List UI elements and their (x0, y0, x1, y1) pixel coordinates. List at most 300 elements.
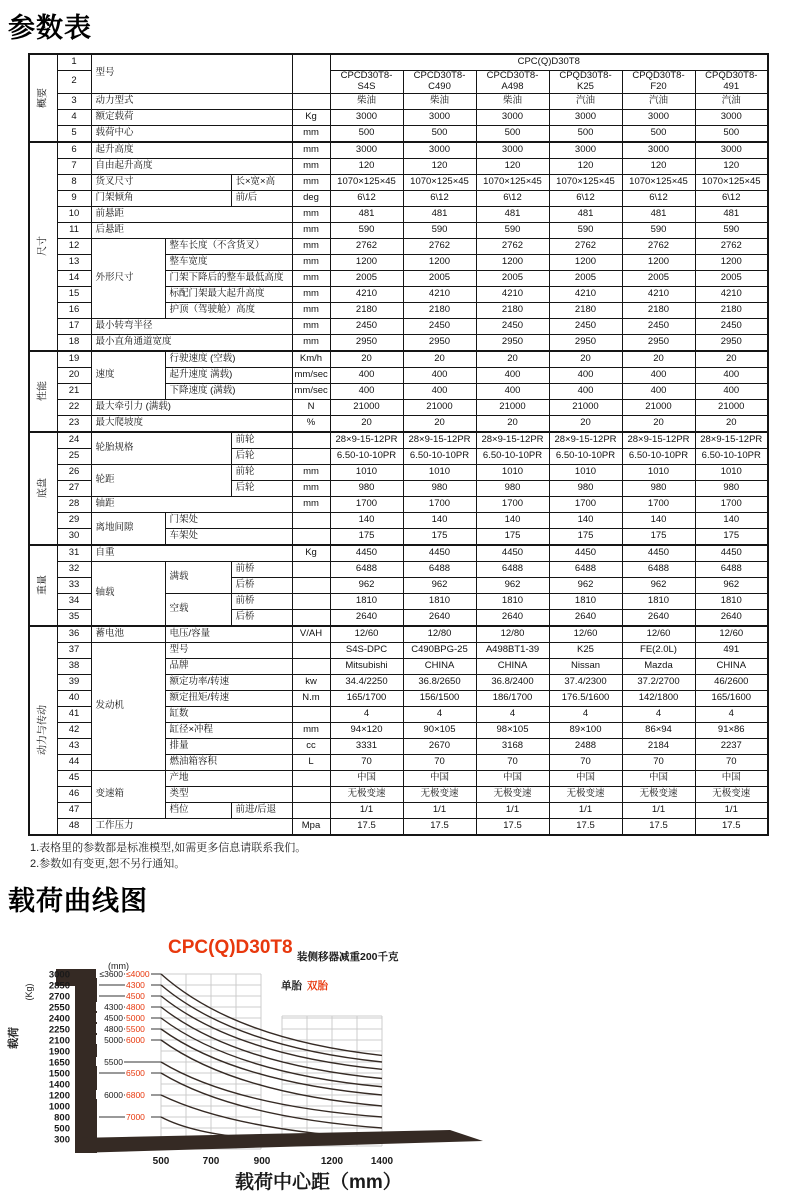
spec-label: 排量 (165, 738, 292, 754)
spec-value: 4 (476, 706, 549, 722)
spec-value: 1070×125×45 (476, 174, 549, 190)
spec-value: 70 (330, 754, 403, 770)
spec-value: 2450 (330, 318, 403, 334)
y-tick-label: 1500 (48, 1068, 70, 1080)
spec-value: 6.50-10-10PR (330, 448, 403, 464)
spec-value: 4210 (330, 286, 403, 302)
spec-value: 4 (695, 706, 768, 722)
spec-value: 28×9-15-12PR (476, 432, 549, 449)
spec-value: 4450 (403, 545, 476, 562)
chart-model-label: CPC(Q)D30T8 (168, 936, 293, 958)
spec-label: 型号 (91, 54, 292, 93)
spec-value: 590 (549, 222, 622, 238)
spec-value: 4 (330, 706, 403, 722)
spec-value: 3000 (403, 142, 476, 159)
spec-value: 481 (622, 206, 695, 222)
unit-cell: L (292, 754, 330, 770)
spec-value: 2640 (695, 609, 768, 626)
footnotes (30, 840, 800, 873)
spec-value: 1810 (549, 593, 622, 609)
unit-cell: mm (292, 174, 330, 190)
curve-label-dual: ≤4000 (126, 968, 150, 979)
spec-value: 柴油 (476, 93, 549, 109)
curve-label-dual: 4500 (126, 990, 145, 1001)
spec-value: 140 (476, 512, 549, 528)
spec-value: 481 (695, 206, 768, 222)
spec-value: 20 (476, 351, 549, 368)
spec-label: 行驶速度 (空载) (165, 351, 292, 368)
spec-value: 2180 (622, 302, 695, 318)
spec-value: 21000 (622, 399, 695, 415)
spec-value: 500 (695, 125, 768, 142)
section-label (29, 432, 57, 545)
row-number: 36 (57, 626, 91, 643)
spec-label: 门架下降后的整车最低高度 (165, 270, 292, 286)
spec-value: 1070×125×45 (695, 174, 768, 190)
spec-label: 满载 (165, 561, 231, 593)
spec-value: 4 (549, 706, 622, 722)
row-number: 5 (57, 125, 91, 142)
spec-value: 1810 (476, 593, 549, 609)
table-row (29, 93, 768, 109)
table-row (29, 561, 768, 577)
unit-cell: mm (292, 158, 330, 174)
spec-value: C490BPG-25 (403, 642, 476, 658)
spec-value: 3000 (476, 142, 549, 159)
spec-label: 自重 (91, 545, 292, 562)
unit-cell: Kg (292, 545, 330, 562)
page-title: 参数表 (8, 13, 92, 43)
spec-value: 500 (330, 125, 403, 142)
spec-value: 165/1600 (695, 690, 768, 706)
spec-value: 1010 (476, 464, 549, 480)
row-number: 43 (57, 738, 91, 754)
spec-value: 400 (330, 383, 403, 399)
spec-label: 门架处 (165, 512, 292, 528)
unit-cell (292, 93, 330, 109)
row-number: 24 (57, 432, 91, 449)
spec-value: 142/1800 (622, 690, 695, 706)
forklift-fork (75, 1130, 483, 1153)
row-number: 4 (57, 109, 91, 125)
spec-value: 2180 (695, 302, 768, 318)
spec-value: Mitsubishi (330, 658, 403, 674)
spec-value: 无极变速 (330, 786, 403, 802)
spec-value: 400 (476, 367, 549, 383)
spec-value: K25 (549, 642, 622, 658)
spec-value: 86×94 (622, 722, 695, 738)
unit-cell: mm (292, 222, 330, 238)
unit-cell: mm (292, 318, 330, 334)
spec-value: 柴油 (330, 93, 403, 109)
spec-value: 20 (695, 351, 768, 368)
spec-value: 2005 (330, 270, 403, 286)
spec-value: 6\12 (622, 190, 695, 206)
spec-value: 590 (695, 222, 768, 238)
table-row (29, 174, 768, 190)
unit-cell: mm (292, 496, 330, 512)
spec-value: 2762 (622, 238, 695, 254)
spec-value: 481 (476, 206, 549, 222)
spec-value: 1010 (330, 464, 403, 480)
spec-value: 1070×125×45 (403, 174, 476, 190)
spec-value: 2950 (622, 334, 695, 351)
spec-value: 2762 (695, 238, 768, 254)
spec-value: 2640 (403, 609, 476, 626)
row-number: 2 (57, 71, 91, 94)
row-number: 3 (57, 93, 91, 109)
spec-label: 空载 (165, 593, 231, 626)
row-number: 46 (57, 786, 91, 802)
table-row (29, 770, 768, 786)
spec-value: 2950 (549, 334, 622, 351)
unit-cell (292, 448, 330, 464)
spec-value: CPQD30T8-F20 (622, 71, 695, 94)
spec-label: 前轮 (231, 432, 292, 449)
row-number: 18 (57, 334, 91, 351)
spec-value: 6.50-10-10PR (549, 448, 622, 464)
section-label-text: 尺寸 (37, 236, 49, 257)
chart-note: 装侧移器减重200千克 (297, 950, 399, 963)
unit-cell (292, 609, 330, 626)
spec-value: 20 (403, 351, 476, 368)
spec-label: 起升速度 满载) (165, 367, 292, 383)
spec-label: 前轮 (231, 464, 292, 480)
spec-value: 20 (622, 351, 695, 368)
spec-value: 120 (330, 158, 403, 174)
row-number: 7 (57, 158, 91, 174)
spec-value: 1700 (549, 496, 622, 512)
spec-value: 3331 (330, 738, 403, 754)
spec-value: 6.50-10-10PR (403, 448, 476, 464)
spec-value: 无极变速 (403, 786, 476, 802)
spec-value: 165/1700 (330, 690, 403, 706)
spec-value: Nissan (549, 658, 622, 674)
load-curve-chart (0, 926, 520, 1199)
spec-value: 2180 (403, 302, 476, 318)
unit-cell: % (292, 415, 330, 432)
spec-value: 4210 (549, 286, 622, 302)
row-number: 31 (57, 545, 91, 562)
section-label-text: 概要 (37, 87, 49, 108)
spec-value: 6.50-10-10PR (695, 448, 768, 464)
spec-value: 12/60 (622, 626, 695, 643)
spec-label: 长×宽×高 (231, 174, 292, 190)
table-row (29, 642, 768, 658)
curve-label-dual: 6500 (126, 1067, 145, 1078)
section-label (29, 626, 57, 835)
section-label (29, 351, 57, 432)
spec-value: CPCD30T8-A498 (476, 71, 549, 94)
y-tick-label: 3000 (48, 969, 70, 981)
spec-label: 最大牵引力 (满载) (91, 399, 292, 415)
unit-cell: kw (292, 674, 330, 690)
spec-value: 28×9-15-12PR (622, 432, 695, 449)
spec-value: 中国 (549, 770, 622, 786)
spec-value: 156/1500 (403, 690, 476, 706)
row-number: 13 (57, 254, 91, 270)
unit-cell: mm (292, 722, 330, 738)
unit-cell (292, 706, 330, 722)
spec-value: 4210 (476, 286, 549, 302)
spec-label: 动力型式 (91, 93, 292, 109)
y-tick-label: 2550 (48, 1002, 70, 1014)
spec-label: 整车长度（不含货叉） (165, 238, 292, 254)
y-axis-title: 载荷 (8, 1026, 20, 1049)
spec-value: 中国 (403, 770, 476, 786)
spec-value: 2180 (330, 302, 403, 318)
spec-label: 额定功率/转速 (165, 674, 292, 690)
unit-cell: mm/sec (292, 383, 330, 399)
table-row (29, 158, 768, 174)
spec-value: 4210 (622, 286, 695, 302)
spec-value: CPCD30T8-S4S (330, 71, 403, 94)
spec-value: 140 (330, 512, 403, 528)
spec-value: 980 (695, 480, 768, 496)
spec-label: 轮距 (91, 464, 231, 496)
row-number: 35 (57, 609, 91, 626)
row-number: 22 (57, 399, 91, 415)
spec-value: 2450 (695, 318, 768, 334)
row-number: 30 (57, 528, 91, 545)
section-label (29, 54, 57, 142)
spec-value: 2005 (403, 270, 476, 286)
spec-label: 最大爬坡度 (91, 415, 292, 432)
load-curve (161, 974, 382, 1055)
spec-value: 汽油 (549, 93, 622, 109)
spec-value: 962 (330, 577, 403, 593)
spec-value: CHINA (403, 658, 476, 674)
spec-value: 400 (549, 367, 622, 383)
spec-value: 962 (695, 577, 768, 593)
spec-value: 400 (476, 383, 549, 399)
spec-value: 590 (622, 222, 695, 238)
row-number: 19 (57, 351, 91, 368)
table-row (29, 545, 768, 562)
spec-value: 70 (549, 754, 622, 770)
y-tick-label: 1200 (48, 1090, 70, 1102)
spec-value: 4450 (330, 545, 403, 562)
unit-cell: mm (292, 480, 330, 496)
spec-label: 档位 (165, 802, 231, 818)
spec-value: 2237 (695, 738, 768, 754)
spec-value: 3000 (330, 142, 403, 159)
row-number: 27 (57, 480, 91, 496)
spec-label: 后轮 (231, 448, 292, 464)
spec-label: 型号 (165, 642, 292, 658)
spec-value: 2180 (476, 302, 549, 318)
spec-value: 1070×125×45 (622, 174, 695, 190)
unit-cell: mm (292, 206, 330, 222)
table-row (29, 351, 768, 368)
spec-value: 21000 (549, 399, 622, 415)
spec-value: 491 (695, 642, 768, 658)
spec-value: 28×9-15-12PR (403, 432, 476, 449)
curve-label-dual: 5000 (126, 1012, 145, 1023)
table-row (29, 496, 768, 512)
spec-value: 3000 (549, 109, 622, 125)
spec-value: 21000 (695, 399, 768, 415)
row-number: 44 (57, 754, 91, 770)
spec-value: 176.5/1600 (549, 690, 622, 706)
spec-value: 2950 (403, 334, 476, 351)
unit-cell: mm (292, 270, 330, 286)
row-number: 33 (57, 577, 91, 593)
spec-value: 汽油 (622, 93, 695, 109)
row-number: 29 (57, 512, 91, 528)
spec-label: 发动机 (91, 642, 165, 770)
row-number: 37 (57, 642, 91, 658)
table-row (29, 334, 768, 351)
spec-value: 20 (622, 415, 695, 432)
spec-label: 标配门架最大起升高度 (165, 286, 292, 302)
unit-cell (292, 593, 330, 609)
spec-value: 500 (403, 125, 476, 142)
spec-value: 1700 (403, 496, 476, 512)
table-row (29, 125, 768, 142)
row-number: 17 (57, 318, 91, 334)
spec-value: 17.5 (695, 818, 768, 835)
row-number: 8 (57, 174, 91, 190)
spec-label: 前悬距 (91, 206, 292, 222)
spec-label: 额定扭矩/转速 (165, 690, 292, 706)
table-row (29, 626, 768, 643)
spec-label: 离地间隙 (91, 512, 165, 545)
spec-value: 175 (403, 528, 476, 545)
spec-value: 2640 (476, 609, 549, 626)
spec-label: 门架倾角 (91, 190, 231, 206)
spec-value: 20 (695, 415, 768, 432)
spec-value: 140 (549, 512, 622, 528)
spec-label: 缸数 (165, 706, 292, 722)
curve-label-single: 5000 (104, 1034, 123, 1045)
curve-label-dual: 6800 (126, 1089, 145, 1100)
spec-value: 140 (403, 512, 476, 528)
unit-cell: mm (292, 125, 330, 142)
curve-label-dual: 5500 (126, 1023, 145, 1034)
spec-value: 120 (549, 158, 622, 174)
section-label-text: 底盘 (37, 478, 49, 499)
curve-label-dual: 6000 (126, 1034, 145, 1045)
spec-value: 90×105 (403, 722, 476, 738)
spec-value: 4 (622, 706, 695, 722)
spec-value: 91×86 (695, 722, 768, 738)
curve-label-dual: 7000 (126, 1111, 145, 1122)
table-row (29, 142, 768, 159)
row-number: 38 (57, 658, 91, 674)
y-tick-label: 800 (54, 1112, 70, 1124)
unit-cell: V/AH (292, 626, 330, 643)
spec-value: 962 (622, 577, 695, 593)
spec-value: 1010 (622, 464, 695, 480)
load-curve-section (0, 926, 800, 1204)
curve-label-single: 4800 (104, 1023, 123, 1034)
spec-value: 1/1 (403, 802, 476, 818)
spec-value: 590 (403, 222, 476, 238)
row-number: 34 (57, 593, 91, 609)
spec-value: 21000 (403, 399, 476, 415)
unit-cell (292, 642, 330, 658)
spec-label: 外形尺寸 (91, 238, 165, 318)
spec-value: 70 (622, 754, 695, 770)
x-axis-title: 载荷中心距（mm） (235, 1171, 402, 1193)
spec-value: 3168 (476, 738, 549, 754)
spec-value: 6488 (695, 561, 768, 577)
spec-label: 整车宽度 (165, 254, 292, 270)
row-number: 40 (57, 690, 91, 706)
x-tick-label: 1200 (320, 1155, 344, 1167)
spec-label: 品牌 (165, 658, 292, 674)
spec-value: 962 (476, 577, 549, 593)
unit-cell (292, 561, 330, 577)
curve-label-dual: 4800 (126, 1001, 145, 1012)
spec-value: 481 (330, 206, 403, 222)
spec-value: 4210 (695, 286, 768, 302)
spec-label: 前进/后退 (231, 802, 292, 818)
unit-cell: mm (292, 238, 330, 254)
spec-value: 20 (330, 351, 403, 368)
spec-value: 962 (403, 577, 476, 593)
spec-value: 980 (330, 480, 403, 496)
row-number: 6 (57, 142, 91, 159)
spec-value: 400 (330, 367, 403, 383)
spec-value: 590 (330, 222, 403, 238)
spec-value: 70 (403, 754, 476, 770)
spec-value: CHINA (476, 658, 549, 674)
curve-label-single: 4300 (104, 1001, 123, 1012)
spec-value: 无极变速 (549, 786, 622, 802)
spec-value: 400 (622, 367, 695, 383)
spec-value: 1010 (549, 464, 622, 480)
unit-cell: Mpa (292, 818, 330, 835)
spec-label: 前/后 (231, 190, 292, 206)
unit-cell: mm (292, 286, 330, 302)
spec-value: 4450 (549, 545, 622, 562)
spec-value: 3000 (476, 109, 549, 125)
spec-value: 3000 (622, 142, 695, 159)
spec-value: 400 (695, 367, 768, 383)
table-row (29, 464, 768, 480)
row-number: 12 (57, 238, 91, 254)
spec-value: 12/60 (549, 626, 622, 643)
spec-value: 2180 (549, 302, 622, 318)
spec-value: 400 (403, 367, 476, 383)
unit-cell: mm (292, 142, 330, 159)
spec-value: 2640 (549, 609, 622, 626)
table-row (29, 415, 768, 432)
spec-value: 2640 (622, 609, 695, 626)
table-row (29, 109, 768, 125)
spec-value: 1200 (695, 254, 768, 270)
spec-value: 70 (476, 754, 549, 770)
spec-value: 中国 (476, 770, 549, 786)
unit-cell (292, 658, 330, 674)
spec-value: 无极变速 (695, 786, 768, 802)
unit-cell: N (292, 399, 330, 415)
spec-value: 1810 (622, 593, 695, 609)
row-number: 45 (57, 770, 91, 786)
spec-label: 起升高度 (91, 142, 292, 159)
unit-cell (292, 770, 330, 786)
spec-value: 21000 (476, 399, 549, 415)
spec-label: 载荷中心 (91, 125, 292, 142)
spec-value: 12/60 (695, 626, 768, 643)
row-number: 39 (57, 674, 91, 690)
row-number: 9 (57, 190, 91, 206)
spec-value: 1200 (330, 254, 403, 270)
spec-value: 120 (622, 158, 695, 174)
spec-value: 36.8/2650 (403, 674, 476, 690)
